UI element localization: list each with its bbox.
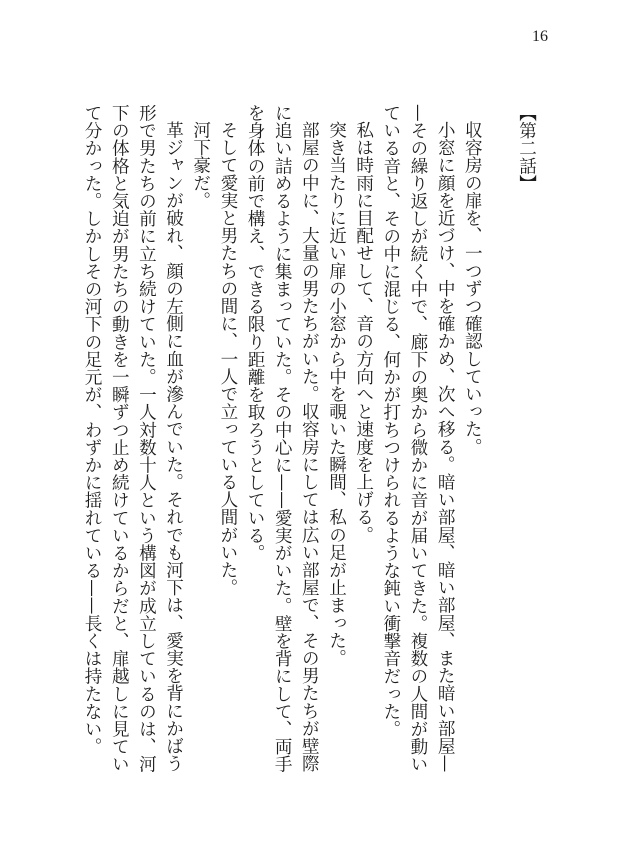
text-column: ている音と、その中に混じる、何かが打ちつけられるような鈍い衝撃音だった。 [380, 103, 401, 738]
text-column: 形で男たちの前に立ち続けていた。一人対数十人という構図が成立しているのは、河 [136, 103, 157, 773]
text-column: 革ジャンが破れ、顔の左側に血が滲んでいた。それでも河下は、愛実を背にかばう [163, 121, 184, 773]
text-column: —その繰り返しが続く中で、廊下の奥から微かに音が届いてきた。複数の人間が動い [407, 103, 428, 773]
blank-column-spacer [485, 104, 512, 773]
text-column: 収容房の扉を、一つずつ確認していった。 [462, 121, 483, 456]
text-column: て分かった。しかしその河下の足元が、わずかに揺れている——長くは持たない。 [82, 103, 103, 755]
vertical-text-body [78, 104, 540, 773]
text-column: 部屋の中に、大量の男たちがいた。収容房にしては広い部屋で、その男たちが壁際 [299, 121, 320, 773]
text-column: を身体の前で構え、できる限り距離を取ろうとしている。 [245, 103, 266, 562]
text-column: 私は時雨に目配せして、音の方向へと速度を上げる。 [353, 121, 374, 544]
text-column: に追い詰めるように集まっていた。その中心に——愛実がいた。壁を背にして、両手 [272, 103, 293, 773]
text-column: 河下豪だ。 [190, 121, 211, 210]
text-column: そして愛実と男たちの間に、一人で立っている人間がいた。 [217, 121, 238, 597]
text-column: 下の体格と気迫が男たちの動きを一瞬ずつ止め続けているからだと、扉越しに見てい [109, 103, 130, 773]
chapter-title: 【第二話】 [516, 103, 537, 192]
page-number: 16 [532, 28, 548, 45]
text-column: 突き当たりに近い扉の小窓から中を覗いた瞬間、私の足が止まった。 [326, 121, 347, 667]
text-column: 小窓に顔を近づけ、中を確かめ、次へ移る。暗い部屋、暗い部屋、また暗い部屋— [435, 121, 456, 773]
